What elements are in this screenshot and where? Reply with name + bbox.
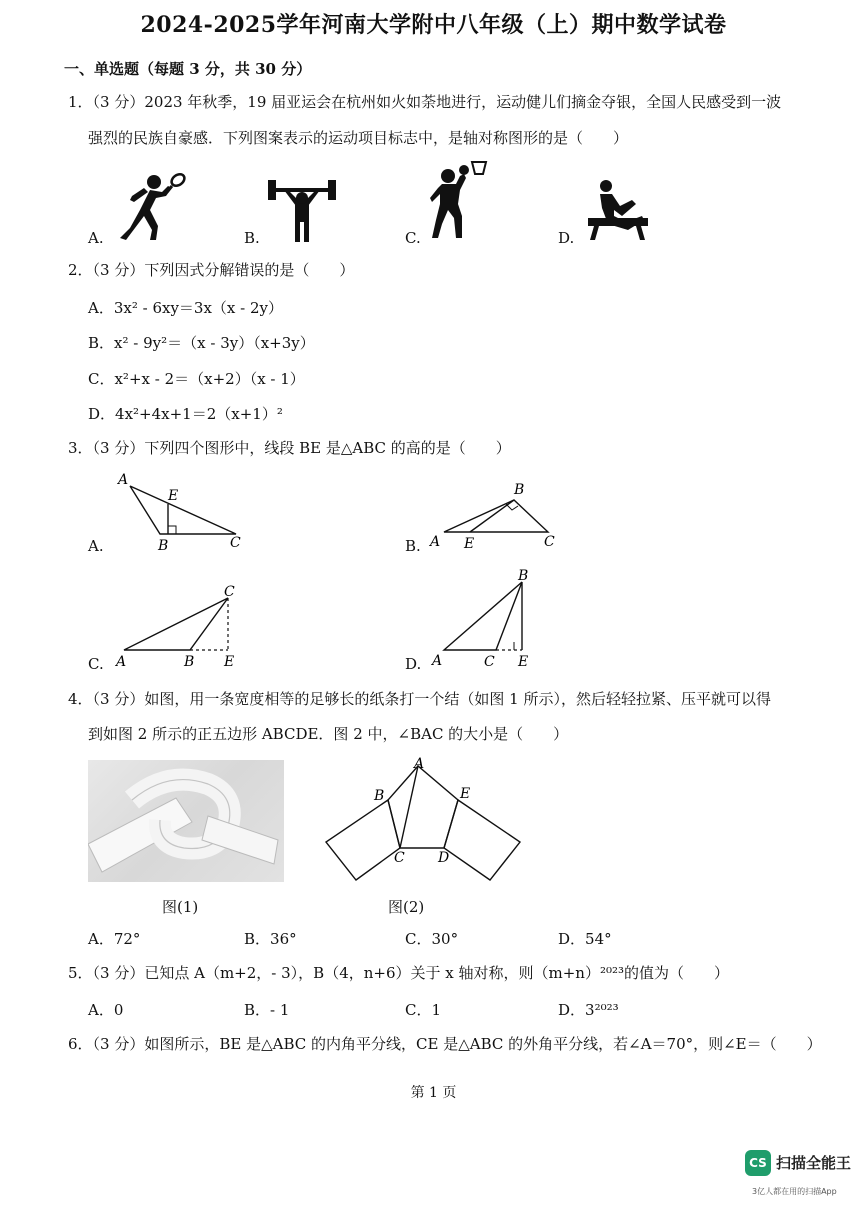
question-1-line-2: 强烈的民族自豪感．下列图案表示的运动项目标志中，是轴对称图形的是（ ） — [88, 129, 629, 147]
q3-option-b: B. — [405, 537, 421, 555]
q5-option-c: C．1 — [405, 1001, 442, 1019]
label-b: B — [184, 654, 195, 670]
q4-option-d: D．54° — [558, 930, 612, 948]
label-a: A — [430, 534, 441, 550]
q3-option-c: C. — [88, 655, 104, 673]
exam-title: 2024-2025学年河南大学附中八年级（上）期中数学试卷 — [140, 12, 727, 38]
q5-option-b: B．- 1 — [244, 1001, 290, 1019]
q1-option-c: C. — [405, 229, 421, 247]
q3-figure-d — [428, 564, 548, 672]
label-b: B — [158, 538, 169, 552]
q2-option-b: B．x² - 9y²＝（x - 3y）（x+3y） — [88, 334, 315, 352]
question-1-line-1: 1．（3 分）2023 年秋季，19 届亚运会在杭州如火如荼地进行，运动健儿们摘金夺银，全国人民感受到一波 — [68, 93, 782, 111]
q2-option-d: D．4x²+4x+1＝2（x+1）² — [88, 405, 283, 423]
label-c: C — [224, 584, 235, 600]
camscanner-name: 扫描全能王 — [776, 1154, 852, 1172]
label-e: E — [224, 654, 235, 670]
q2-option-c: C．x²+x - 2＝（x+2）（x - 1） — [88, 370, 305, 388]
gymnast-icon — [586, 178, 650, 242]
label-c: C — [394, 850, 405, 866]
label-c: C — [230, 535, 241, 551]
label-c: C — [484, 654, 495, 670]
q2-option-a: A．3x² - 6xy＝3x（x - 2y） — [88, 299, 284, 317]
question-5-stem: 5．（3 分）已知点 A（m+2，- 3），B（4，n+6）关于 x 轴对称，则（m+n）²⁰²³的值为（ ） — [68, 964, 730, 982]
tennis-player-icon — [110, 168, 190, 244]
label-a: A — [116, 654, 127, 670]
page-number: 第 1 页 — [410, 1085, 457, 1101]
q4-option-c: C．30° — [405, 930, 459, 948]
label-a: A — [414, 756, 425, 772]
section-heading: 一、单选题（每题 3 分，共 30 分） — [64, 60, 312, 78]
question-2-stem: 2．（3 分）下列因式分解错误的是（ ） — [68, 261, 355, 279]
q3-figure-a — [110, 468, 250, 552]
label-b: B — [518, 568, 529, 584]
q3-option-a: A. — [88, 537, 104, 555]
question-4-line-2: 到如图 2 所示的正五边形 ABCDE．图 2 中，∠BAC 的大小是（ ） — [88, 725, 569, 743]
camscanner-logo-icon: CS — [745, 1150, 771, 1176]
label-b: B — [374, 788, 385, 804]
question-3-stem: 3．（3 分）下列四个图形中，线段 BE 是△ABC 的高的是（ ） — [68, 439, 511, 457]
pentagon-figure — [322, 756, 526, 882]
knot-photo — [88, 760, 284, 882]
label-c: C — [544, 534, 555, 550]
q3-figure-b — [426, 476, 566, 552]
label-a: A — [118, 472, 129, 488]
question-6-stem: 6．（3 分）如图所示，BE 是△ABC 的内角平分线，CE 是△ABC 的外角平分线，若∠A＝70°，则∠E＝（ ） — [68, 1035, 822, 1053]
label-e: E — [460, 786, 471, 802]
q3-figure-c — [112, 580, 252, 672]
q5-option-d: D．3²⁰²³ — [558, 1001, 619, 1019]
figure-2-caption: 图(2) — [388, 898, 425, 916]
q1-option-a: A. — [88, 229, 104, 247]
q5-option-a: A．0 — [88, 1001, 124, 1019]
label-e: E — [464, 536, 475, 552]
q4-option-a: A．72° — [88, 930, 141, 948]
weightlifter-icon — [266, 176, 338, 244]
label-a: A — [432, 653, 443, 669]
label-b: B — [514, 482, 525, 498]
q1-option-d: D. — [558, 229, 575, 247]
basketball-player-icon — [426, 158, 492, 242]
svg-text:D: D — [438, 850, 450, 866]
camscanner-tagline: 3亿人都在用的扫描App — [752, 1187, 837, 1196]
figure-1-caption: 图(1) — [162, 898, 199, 916]
label-e: E — [518, 654, 529, 670]
q1-option-b: B. — [244, 229, 260, 247]
q3-option-d: D. — [405, 655, 422, 673]
label-e: E — [168, 488, 179, 504]
q4-option-b: B．36° — [244, 930, 297, 948]
question-4-line-1: 4．（3 分）如图，用一条宽度相等的足够长的纸条打一个结（如图 1 所示），然后轻轻拉紧、压平就可以得 — [68, 690, 771, 708]
